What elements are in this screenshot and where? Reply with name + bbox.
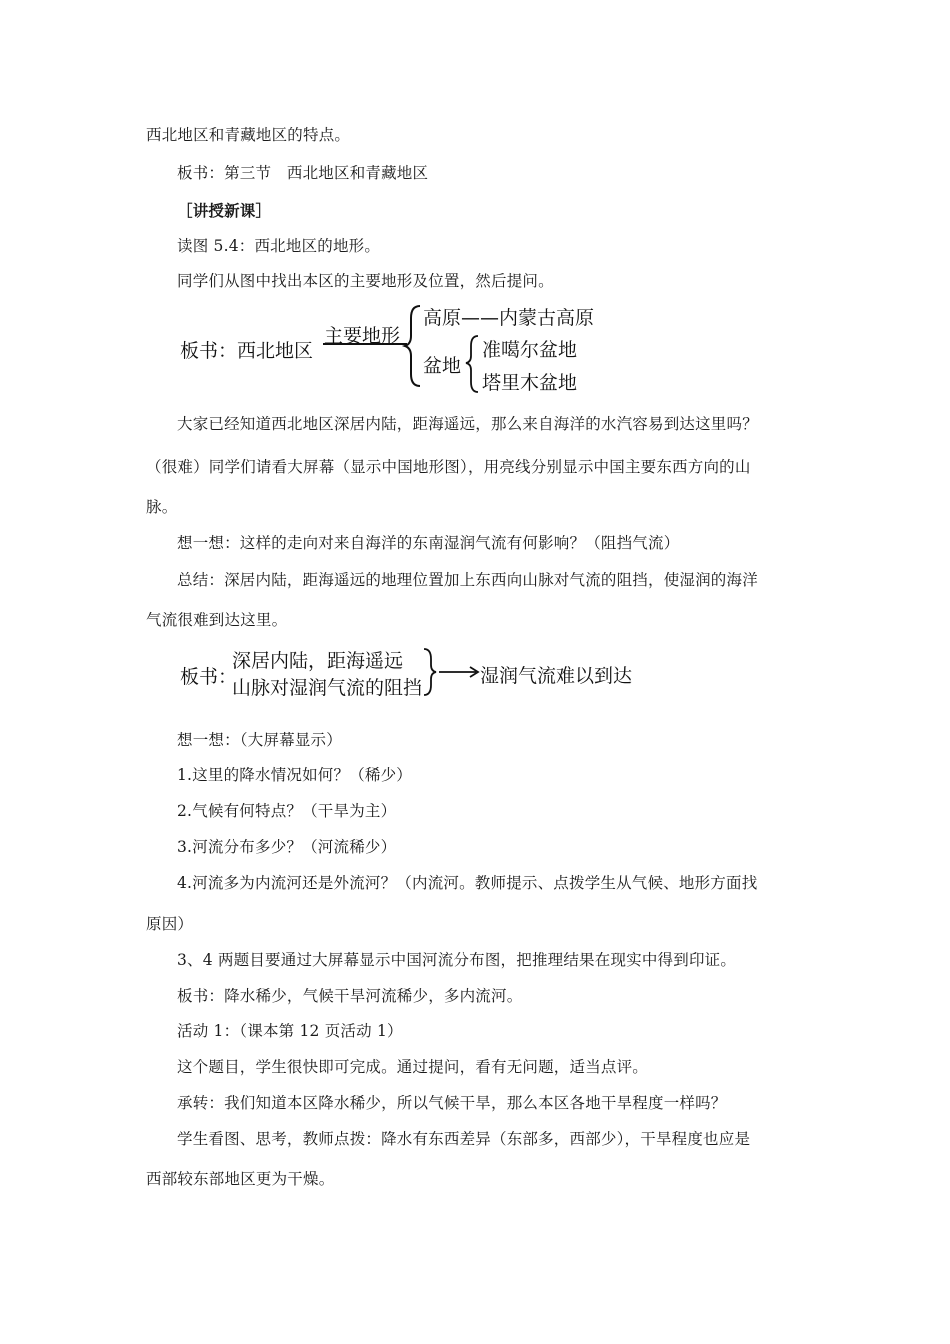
board-heading: 板书：第三节 西北地区和青藏地区 <box>177 164 429 182</box>
text-line: 总结：深居内陆，距海遥远的地理位置加上东西向山脉对气流的阻挡，使湿润的海洋 <box>177 571 758 589</box>
question-item: 3.河流分布多少？（河流稀少） <box>177 838 397 856</box>
text-line: 气流很难到达这里。 <box>146 611 288 629</box>
question-item: 4.河流多为内流河还是外流河？（内流河。教师提示、点拨学生从气候、地形方面找 <box>177 874 758 892</box>
text-line: 承转：我们知道本区降水稀少，所以气候干旱，那么本区各地干旱程度一样吗？ <box>177 1094 727 1112</box>
text-line: 脉。 <box>146 498 178 516</box>
board-main-terrain: 主要地形 <box>324 325 401 347</box>
board-plateau: 高原——内蒙古高原 <box>423 307 595 329</box>
board-cause-mountains: 山脉对湿润气流的阻挡 <box>232 677 423 699</box>
text-line: 同学们从图中找出本区的主要地形及位置，然后提问。 <box>177 272 554 290</box>
text-line: 西部较东部地区更为干燥。 <box>146 1170 335 1188</box>
text-line: 西北地区和青藏地区的特点。 <box>146 126 351 144</box>
text-line: 想一想：（大屏幕显示） <box>177 731 342 749</box>
board-basin-junggar: 准噶尔盆地 <box>482 339 578 361</box>
board-label: 板书： <box>180 666 238 688</box>
question-item: 2.气候有何特点？（干旱为主） <box>177 802 397 820</box>
text-line: 学生看图、思考，教师点拨：降水有东西差异（东部多，西部少），干旱程度也应是 <box>177 1130 751 1148</box>
activity-heading: 活动 1：（课本第 12 页活动 1） <box>177 1022 403 1040</box>
board-cause-inland: 深居内陆，距海遥远 <box>232 650 404 672</box>
section-heading: ［讲授新课］ <box>177 201 272 220</box>
text-line: 这个题目，学生很快即可完成。通过提问，看有无问题，适当点评。 <box>177 1058 649 1076</box>
text-line: 读图 5.4：西北地区的地形。 <box>177 237 381 255</box>
board-result: 湿润气流难以到达 <box>480 665 633 687</box>
text-line: 大家已经知道西北地区深居内陆，距海遥远，那么来自海洋的水汽容易到达这里吗？ <box>177 415 758 433</box>
text-line: 想一想：这样的走向对来自海洋的东南湿润气流有何影响？（阻挡气流） <box>177 534 680 552</box>
board-diagram-climate <box>180 645 650 699</box>
board-note: 板书：降水稀少，气候干旱河流稀少，多内流河。 <box>177 987 523 1005</box>
board-diagram-terrain <box>180 300 640 395</box>
question-item: 1.这里的降水情况如何？（稀少） <box>177 766 412 784</box>
board-basin-tarim: 塔里木盆地 <box>482 372 578 394</box>
text-line: 3、4 两题目要通过大屏幕显示中国河流分布图，把推理结果在现实中得到印证。 <box>177 951 737 969</box>
board-label: 板书：西北地区 <box>180 340 314 362</box>
board-basin: 盆地 <box>423 355 462 377</box>
text-line: （很难）同学们请看大屏幕（显示中国地形图），用亮线分别显示中国主要东西方向的山 <box>146 458 751 476</box>
text-line: 原因） <box>146 915 194 933</box>
